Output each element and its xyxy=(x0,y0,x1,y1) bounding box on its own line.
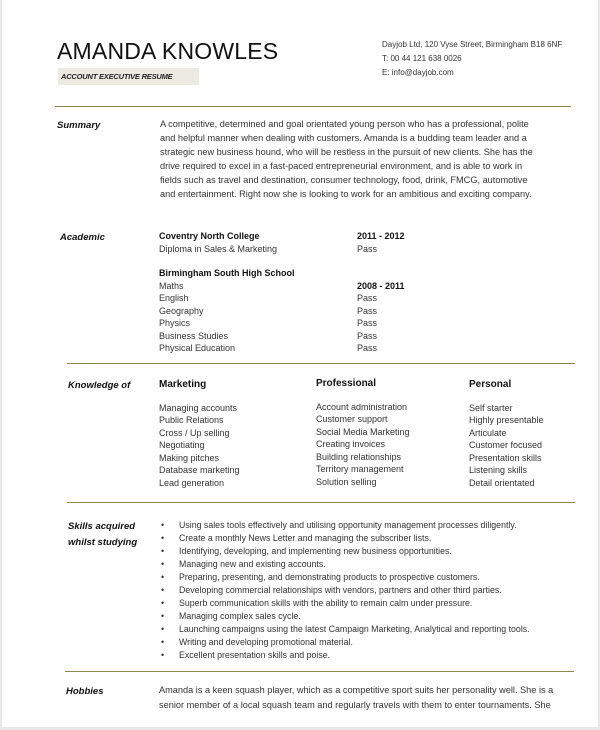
skills-label xyxy=(68,519,137,551)
knowledge-item: Creating invoices xyxy=(316,439,386,449)
summary-line: drive required to excel in a fast-paced entrepreneurial environment, and is able to work in xyxy=(160,161,523,171)
subject: Physical Education xyxy=(159,343,236,353)
knowledge-item: Presentation skills xyxy=(469,452,542,463)
knowledge-item: Lead generation xyxy=(159,477,225,488)
subject: English xyxy=(159,293,189,303)
skills-label-line: whilst studying xyxy=(68,537,138,548)
list-item: • Managing new and existing accounts. xyxy=(159,558,530,571)
college-result: Pass xyxy=(357,243,378,254)
hobbies-text xyxy=(159,683,553,712)
hobbies-line: senior member of a local squash team and regularly travels with them to enter tournaments. She xyxy=(159,699,551,710)
result: Pass xyxy=(357,330,378,341)
summary-line: and entertainment. Right now she is looking to work for an ambitious and exciting company. xyxy=(160,189,532,199)
result: Pass xyxy=(357,305,378,316)
result: Pass xyxy=(357,293,378,303)
list-item: • Managing complex sales cycle. xyxy=(159,610,530,623)
knowledge-item: Making pitches xyxy=(159,452,220,463)
list-item: • Superb communication skills with the ability to remain calm under pressure. xyxy=(159,597,530,610)
hobbies-label: Hobbies xyxy=(66,686,104,697)
school-years: 2008 - 2011 xyxy=(357,280,405,291)
list-item: • Writing and developing promotional material. xyxy=(159,636,530,649)
summary-line: and helpful manner when dealing with customers. Amanda is a budding team leader and a xyxy=(160,133,527,143)
academic-left xyxy=(159,230,295,355)
email: E: info@dayjob.com xyxy=(382,68,454,77)
phone: T: 00 44 121 638 0026 xyxy=(382,54,462,63)
knowledge-item: Managing accounts xyxy=(159,402,238,413)
knowledge-item: Customer focused xyxy=(469,440,543,450)
knowledge-item: Negotiating xyxy=(159,440,205,450)
address: Dayjob Ltd, 120 Vyse Street, Birmingham B18 6NF xyxy=(382,40,563,49)
knowledge-item: Cross / Up selling xyxy=(159,427,230,438)
knowledge-item: Solution selling xyxy=(316,476,377,487)
knowledge-column-marketing xyxy=(159,379,240,489)
knowledge-item: Database marketing xyxy=(159,465,240,475)
column-title: Marketing xyxy=(159,379,207,390)
candidate-name: AMANDA KNOWLES xyxy=(57,38,279,64)
knowledge-item: Account administration xyxy=(316,401,408,412)
subject: Business Studies xyxy=(159,330,229,341)
knowledge-column-professional xyxy=(316,378,410,488)
skills-label-line: Skills acquired xyxy=(68,521,136,532)
resume-page xyxy=(2,0,598,727)
skills-list xyxy=(159,519,530,662)
college-name: Coventry North College xyxy=(159,231,260,241)
column-title: Professional xyxy=(316,378,377,389)
column-title: Personal xyxy=(469,379,512,390)
hobbies-line: Amanda is a keen squash player, which as a competitive sport suits her personality well. She is a xyxy=(159,685,554,695)
knowledge-item: Public Relations xyxy=(159,415,224,425)
knowledge-item: Social Media Marketing xyxy=(316,426,410,437)
knowledge-item: Listening skills xyxy=(469,465,528,475)
divider xyxy=(67,363,575,364)
subject: Physics xyxy=(159,318,191,328)
divider xyxy=(55,106,571,107)
list-item: • Identifying, developing, and implementing new business opportunities. xyxy=(159,545,530,558)
knowledge-item: Articulate xyxy=(469,427,507,438)
knowledge-item: Building relationships xyxy=(316,451,402,462)
academic-label: Academic xyxy=(60,232,105,243)
knowledge-item: Customer support xyxy=(316,414,388,424)
knowledge-item: Detail orientated xyxy=(469,477,535,488)
list-item: • Using sales tools effectively and utilising opportunity management processes diligently. xyxy=(159,519,530,532)
college-years: 2011 - 2012 xyxy=(357,231,405,241)
list-item: • Launching campaigns using the latest Campaign Marketing, Analytical and reporting tools. xyxy=(159,623,530,636)
subject: Geography xyxy=(159,305,204,316)
knowledge-item: Highly presentable xyxy=(469,415,544,425)
school-name: Birmingham South High School xyxy=(159,268,295,278)
knowledge-item: Self starter xyxy=(469,402,513,413)
list-item: • Create a monthly News Letter and managing the subscriber lists. xyxy=(159,532,530,545)
knowledge-item: Territory management xyxy=(316,464,404,474)
resume-subtitle: ACCOUNT EXECUTIVE RESUME xyxy=(58,68,199,85)
knowledge-label: Knowledge of xyxy=(68,380,131,391)
result: Pass xyxy=(357,343,378,353)
academic-right xyxy=(357,230,405,355)
knowledge-column-personal xyxy=(469,379,544,489)
summary-text xyxy=(160,117,533,201)
summary-line: A competitive, determined and goal orientated young person who has a professional, polite xyxy=(160,119,529,129)
list-item: • Preparing, presenting, and demonstrating products to prospective customers. xyxy=(159,571,530,584)
divider xyxy=(67,502,575,503)
divider xyxy=(65,671,574,672)
subject: Maths xyxy=(159,280,184,291)
result: Pass xyxy=(357,318,378,328)
summary-line: fields such as travel and destination, consumer technology, food, drink, FMCG, automotive xyxy=(160,175,528,185)
list-item: • Excellent presentation skills and poise. xyxy=(159,649,530,662)
list-item: • Developing commercial relationships with vendors, partners and other third parties. xyxy=(159,584,530,597)
summary-line: strategic new business hound, who will be restless in the pursuit of new clients. She has the xyxy=(160,147,533,157)
college-course: Diploma in Sales & Marketing xyxy=(159,243,278,254)
summary-label: Summary xyxy=(57,120,101,131)
